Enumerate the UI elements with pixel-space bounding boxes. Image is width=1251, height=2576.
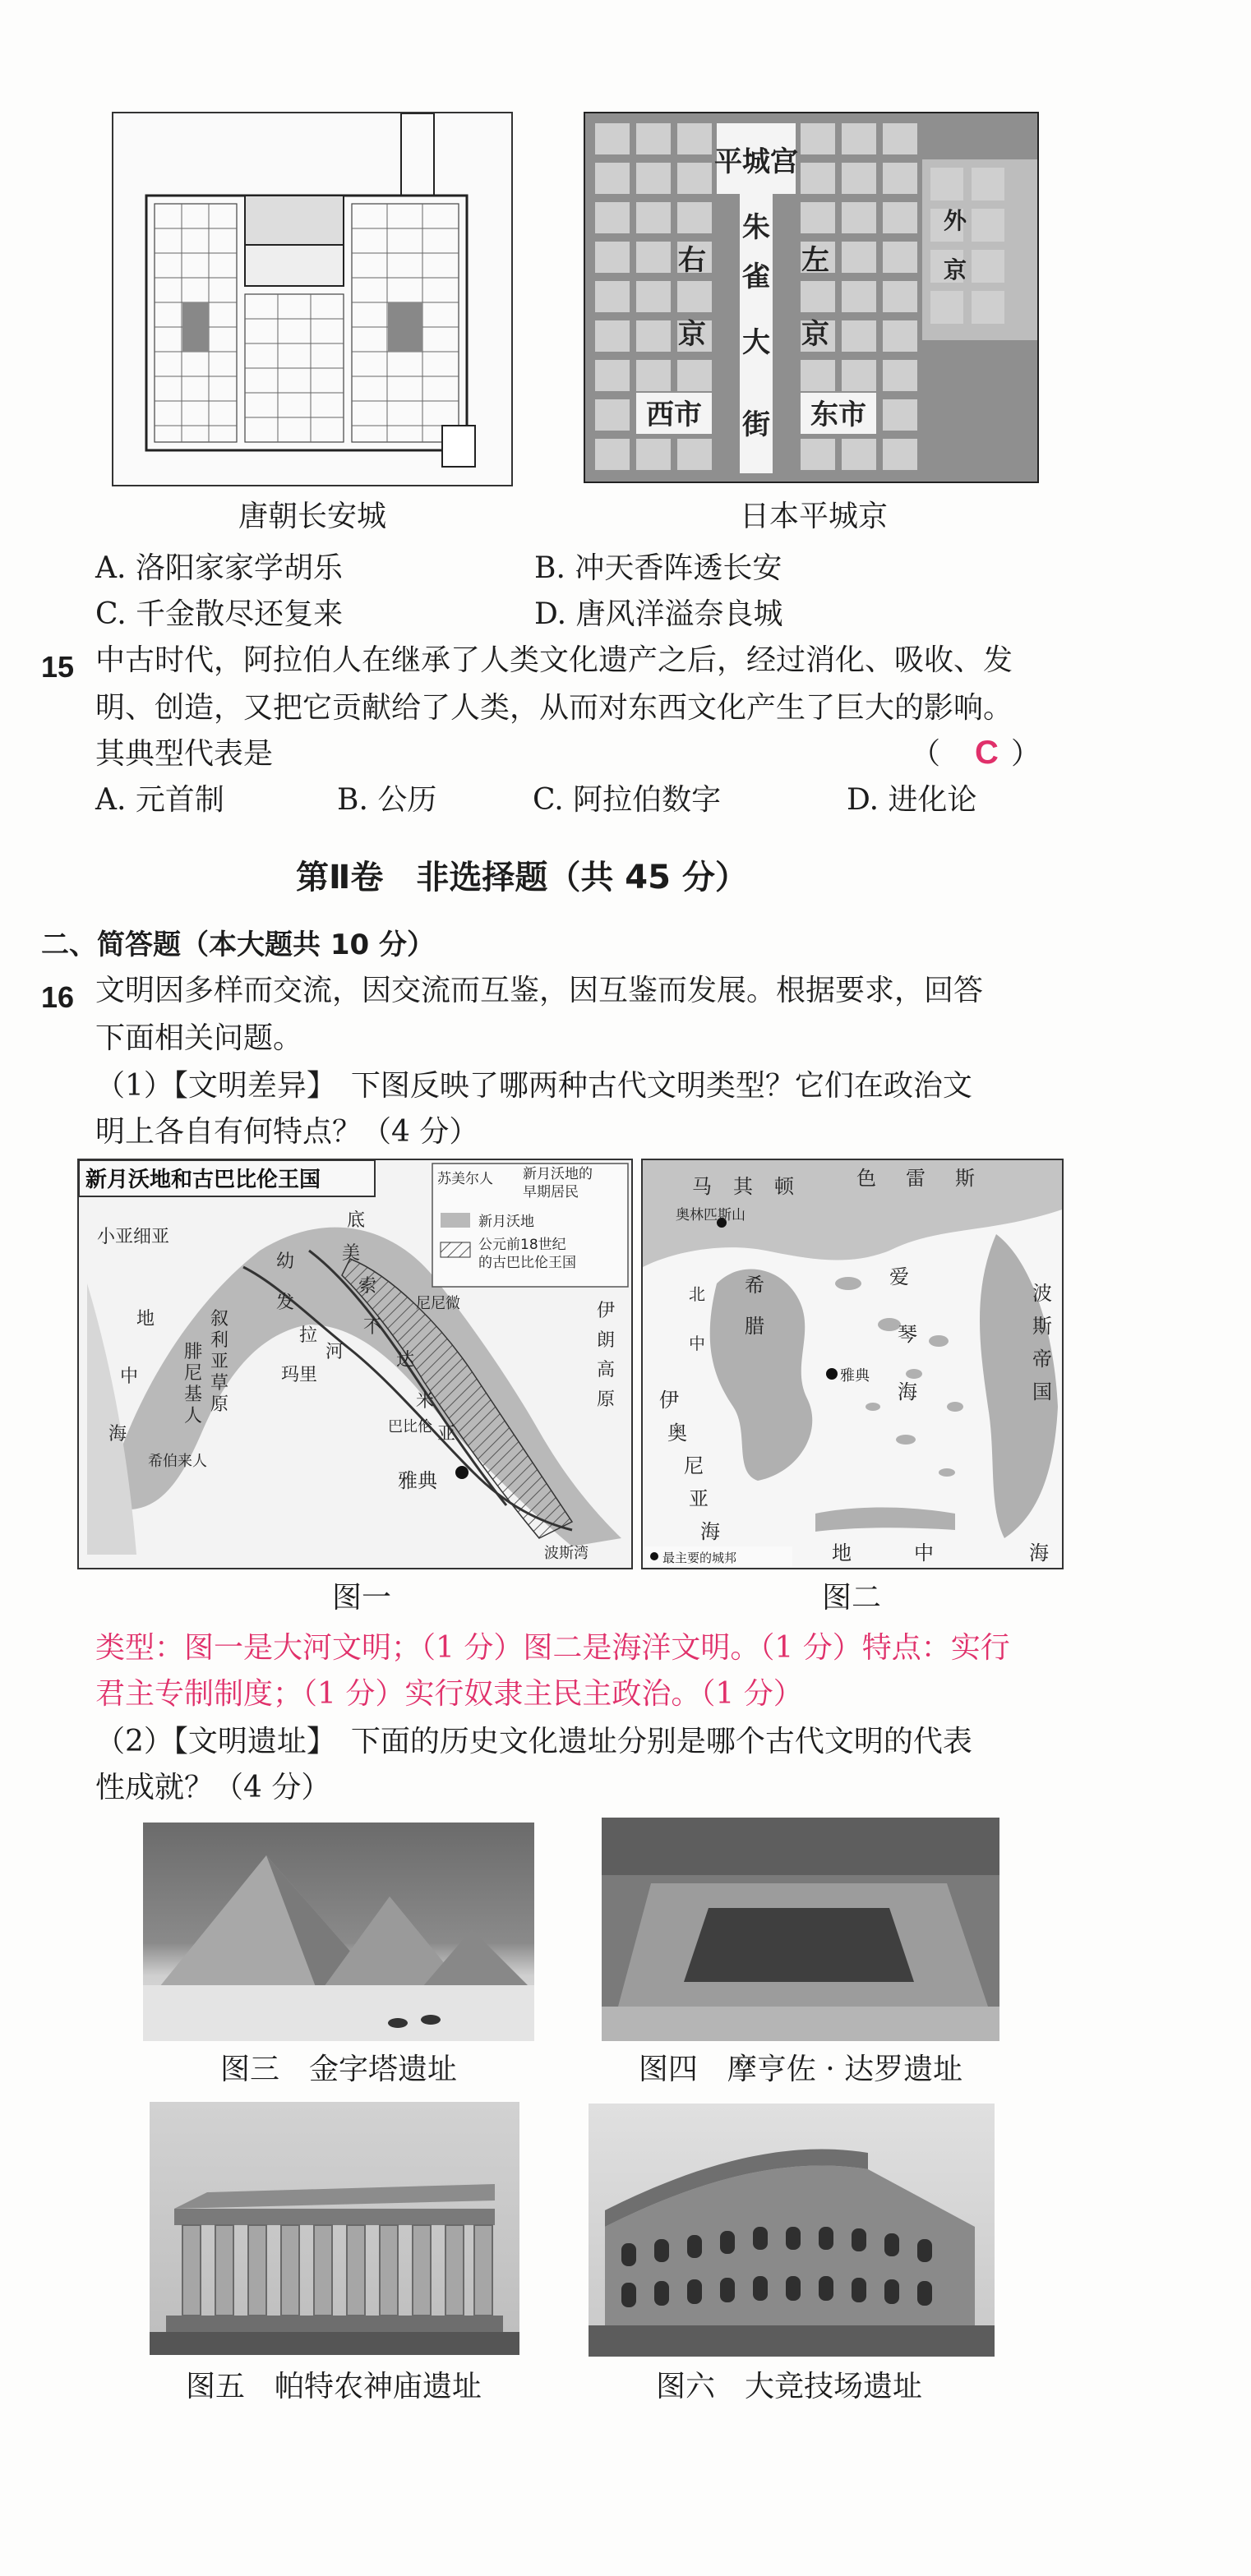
q16-line-2: 下面相关问题。 xyxy=(95,1021,303,1055)
right-capital-sub: 京 xyxy=(678,318,706,351)
q15-bracket-close: ） xyxy=(1011,737,1041,771)
right-capital-label: 右 xyxy=(678,244,706,277)
label-persia-2: 斯 xyxy=(1032,1315,1052,1338)
label-thrace-3: 斯 xyxy=(955,1167,975,1190)
label-aegean-3: 海 xyxy=(898,1380,917,1403)
changan-caption: 唐朝长安城 xyxy=(238,500,386,533)
label-babylon: 巴比伦 xyxy=(388,1418,432,1435)
q15-answer: C xyxy=(975,735,999,771)
label-athens-2: 雅典 xyxy=(840,1367,870,1385)
q16-answer-line-1: 类型：图一是大河文明；（1 分）图二是海洋文明。（1 分）特点：实行 xyxy=(95,1631,1010,1665)
label-meso-1: 美 xyxy=(342,1243,361,1264)
heijokyo-caption: 日本平城京 xyxy=(739,500,888,533)
q15-line-2: 明、创造，又把它贡献给了人类，从而对东西文化产生了巨大的影响。 xyxy=(95,691,1013,725)
label-iran-4: 原 xyxy=(597,1389,616,1410)
label-meso-3: 不 xyxy=(363,1317,382,1338)
label-euphrates-4: 底 xyxy=(347,1210,366,1231)
fertile-crescent-map xyxy=(77,1159,633,1569)
palace-label: 平城宫 xyxy=(714,145,798,178)
legend-main-city-state: 最主要的城邦 xyxy=(662,1551,737,1565)
photo6-caption: 图六 大竞技场遗址 xyxy=(655,2370,922,2403)
mohenjo-daro-photo xyxy=(602,1818,999,2041)
q14-option-c: C. 千金散尽还复来 xyxy=(95,597,344,631)
label-iran-1: 伊 xyxy=(597,1301,616,1321)
q15-bracket-open: （ xyxy=(911,737,941,771)
label-syria-3: 亚 xyxy=(210,1352,229,1372)
q14-option-b: B. 冲天香阵透长安 xyxy=(534,551,782,585)
label-iran-3: 高 xyxy=(597,1360,616,1380)
q15-option-d: D. 进化论 xyxy=(847,783,977,817)
q16-part2-line-2: 性成就？（4 分） xyxy=(95,1771,331,1804)
map2-caption: 图二 xyxy=(821,1581,881,1615)
label-nineveh: 尼尼微 xyxy=(416,1295,460,1312)
label-euphrates-1: 幼 xyxy=(276,1251,295,1272)
label-med2-2: 中 xyxy=(914,1541,934,1564)
label-persian-gulf: 波斯湾 xyxy=(544,1545,589,1562)
label-olympus: 奥林匹斯山 xyxy=(676,1207,746,1223)
label-meso-2: 索 xyxy=(358,1276,377,1297)
label-syria-4: 草 xyxy=(210,1373,229,1394)
label-thrace-1: 色 xyxy=(856,1167,876,1190)
label-med-1: 地 xyxy=(136,1309,155,1329)
label-macedonia-1: 马 xyxy=(692,1175,712,1198)
photo4-caption: 图四 摩亨佐 · 达罗遗址 xyxy=(638,2053,963,2086)
q16-part2-line-1: （2）【文明遗址】 下面的历史文化遗址分别是哪个古代文明的代表 xyxy=(95,1725,972,1758)
q16-answer-line-2: 君主专制制度；（1 分）实行奴隶主民主政治。（1 分） xyxy=(95,1677,803,1711)
label-ionian-3: 尼 xyxy=(684,1454,704,1477)
greece-map xyxy=(641,1159,1064,1569)
label-syria-5: 原 xyxy=(210,1394,229,1415)
label-aegean-2: 琴 xyxy=(898,1323,917,1346)
east-market-label: 东市 xyxy=(810,399,866,431)
photo5-caption: 图五 帕特农神庙遗址 xyxy=(185,2370,482,2403)
label-hebrews: 希伯来人 xyxy=(148,1453,207,1470)
label-med-2: 中 xyxy=(120,1366,139,1387)
label-euphrates-2: 发 xyxy=(276,1293,295,1313)
photo3-caption: 图三 金字塔遗址 xyxy=(219,2053,457,2086)
q15-option-b: B. 公历 xyxy=(337,783,437,817)
q15-line-1: 中古时代，阿拉伯人在继承了人类文化遗产之后，经过消化、吸收、发 xyxy=(95,643,1013,677)
q16-part1-line-2: 明上各自有何特点？（4 分） xyxy=(95,1115,479,1149)
label-mari: 玛里 xyxy=(281,1365,318,1385)
label-meso-6: 亚 xyxy=(437,1424,456,1445)
label-ionian-4: 亚 xyxy=(689,1487,709,1510)
label-north: 北 xyxy=(689,1284,705,1304)
label-thrace-2: 雷 xyxy=(906,1167,926,1190)
q14-option-a: A. 洛阳家家学胡乐 xyxy=(95,551,343,585)
label-greece-1: 希 xyxy=(745,1274,764,1297)
label-med-3: 海 xyxy=(108,1424,127,1445)
left-capital-label: 左 xyxy=(801,244,829,277)
changan-city-map xyxy=(112,112,513,486)
label-med2-3: 海 xyxy=(1029,1541,1049,1564)
label-med2-1: 地 xyxy=(832,1541,852,1564)
left-capital-sub: 京 xyxy=(801,318,829,351)
label-greece-2: 腊 xyxy=(745,1315,764,1338)
label-persia-1: 波 xyxy=(1032,1282,1052,1305)
street-char-4: 街 xyxy=(742,408,770,441)
label-euphrates-5: 河 xyxy=(325,1342,344,1362)
label-ionian-2: 奥 xyxy=(667,1422,687,1445)
street-char-3: 大 xyxy=(742,326,770,359)
section-title: 第Ⅱ卷 非选择题（共 45 分） xyxy=(296,859,748,896)
legend-early-residents-2: 早期居民 xyxy=(523,1184,579,1200)
map1-caption: 图一 xyxy=(331,1581,391,1615)
q15-number: 15 xyxy=(41,650,75,684)
section-subtitle: 二、简答题（本大题共 10 分） xyxy=(41,929,435,961)
label-ionian-1: 伊 xyxy=(659,1389,679,1412)
label-persia-3: 帝 xyxy=(1032,1348,1052,1371)
q15-option-a: A. 元首制 xyxy=(95,783,224,817)
q16-number: 16 xyxy=(41,980,75,1014)
parthenon-photo xyxy=(150,2102,519,2355)
label-phoenicia-1: 腓 xyxy=(184,1342,203,1362)
label-meso-5: 米 xyxy=(416,1391,435,1412)
label-macedonia-3: 顿 xyxy=(774,1175,794,1198)
label-persia-4: 国 xyxy=(1032,1380,1052,1403)
heijokyo-map xyxy=(584,112,1039,483)
q14-option-d: D. 唐风洋溢奈良城 xyxy=(534,597,783,631)
legend-fertile-crescent: 新月沃地 xyxy=(478,1214,534,1230)
label-aegean-1: 爱 xyxy=(889,1265,909,1288)
outer-capital-bottom: 京 xyxy=(943,256,967,283)
label-ionian-5: 海 xyxy=(700,1520,720,1543)
street-char-2: 雀 xyxy=(742,260,770,293)
label-athens-1: 雅典 xyxy=(398,1469,437,1492)
label-phoenicia-4: 人 xyxy=(184,1406,203,1426)
west-market-label: 西市 xyxy=(646,399,702,431)
legend-babylon-2: 的古巴比伦王国 xyxy=(478,1255,576,1271)
street-char-1: 朱 xyxy=(742,211,770,244)
q16-line-1: 文明因多样而交流，因交流而互鉴，因互鉴而发展。根据要求，回答 xyxy=(95,974,984,1007)
label-asia-minor: 小亚细亚 xyxy=(97,1227,170,1247)
legend-babylon-1: 公元前18世纪 xyxy=(478,1237,566,1253)
label-syria-1: 叙 xyxy=(210,1309,229,1329)
label-iran-2: 朗 xyxy=(597,1330,616,1351)
label-phoenicia-3: 基 xyxy=(184,1385,203,1405)
q15-line-3: 其典型代表是 xyxy=(95,737,274,771)
pyramid-photo xyxy=(143,1823,534,2041)
label-syria-2: 利 xyxy=(210,1330,229,1351)
colosseum-photo xyxy=(589,2104,995,2357)
label-central: 中 xyxy=(689,1334,705,1353)
q15-option-c: C. 阿拉伯数字 xyxy=(533,783,722,817)
label-phoenicia-2: 尼 xyxy=(184,1363,203,1384)
legend-sumerians: 苏美尔人 xyxy=(437,1171,493,1187)
label-meso-4: 达 xyxy=(396,1350,415,1371)
outer-capital-top: 外 xyxy=(943,207,967,234)
map1-title: 新月沃地和古巴比伦王国 xyxy=(85,1168,321,1192)
label-euphrates-3: 拉 xyxy=(299,1325,318,1346)
legend-early-residents-1: 新月沃地的 xyxy=(523,1166,593,1182)
q16-part1-line-1: （1）【文明差异】 下图反映了哪两种古代文明类型？它们在政治文 xyxy=(95,1069,972,1103)
label-macedonia-2: 其 xyxy=(733,1175,753,1198)
